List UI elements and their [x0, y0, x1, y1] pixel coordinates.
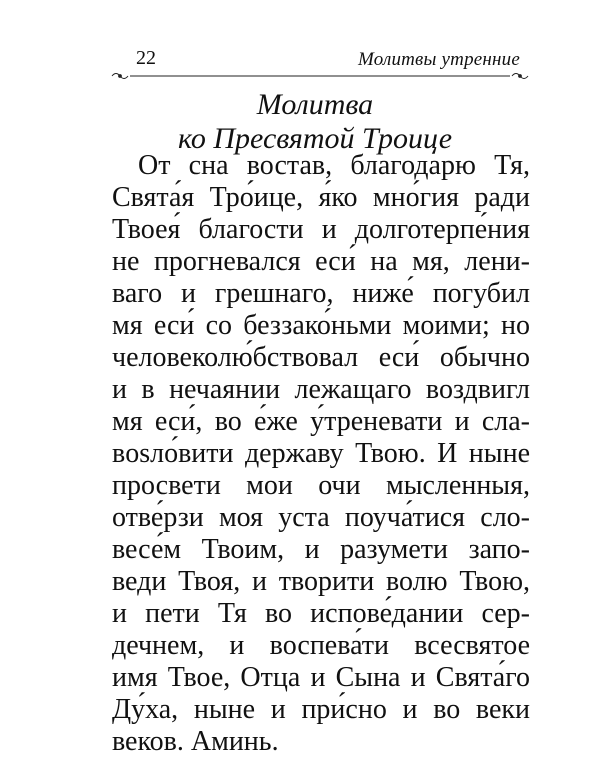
prayer-line: От сна востав, благодарю Тя, [138, 150, 530, 181]
prayer-line: просвети мои очи мысленныя, [112, 470, 530, 501]
prayer-line: имя Твое, Отца и Сына и Свята́го [112, 662, 530, 693]
prayer-line: дечнем, и воспева́ти всесвятое [112, 630, 530, 661]
left-flourish-icon [112, 74, 128, 79]
prayer-line: веди Твоя, и творити волю Твою, [112, 566, 530, 597]
running-header [110, 46, 530, 86]
prayer-line: и пети Тя во испове́дании сер- [112, 598, 530, 629]
prayer-line: веков. Аминь. [112, 726, 279, 757]
prayer-line: и в нечаянии лежащаго воздвигл [112, 374, 530, 405]
prayer-title-line-2: ко Пресвятой Троице [177, 122, 453, 155]
prayer-line: мя еси́ со беззако́ньми моими; но [112, 310, 530, 341]
page-number: 22 [136, 47, 156, 69]
prayer-line: мя еси́, во е́же у́треневати и сла- [112, 406, 530, 437]
right-flourish-icon [512, 74, 528, 79]
prayer-line: человеколю́бствовал еси́ обычно [112, 342, 530, 373]
prayer-line: отве́рзи моя уста поуча́тися сло- [112, 502, 530, 533]
prayer-title-line-1: Молитва [256, 88, 374, 121]
prayer-line: весе́м Твоим, и разумети запо- [112, 534, 530, 565]
running-title: Молитвы утренние [357, 49, 520, 70]
prayer-line: вosло́вити державу Твою. И ныне [112, 438, 530, 469]
header-ornament-rule [110, 70, 530, 82]
prayer-line: ваго и грешнаго, ниже́ погубил [112, 278, 530, 309]
prayer-title [100, 88, 530, 156]
prayer-line: Свята́я Тро́ице, я́ко мно́гия ради [112, 182, 530, 213]
prayer-line: Твоея́ благости и долготерпе́ния [112, 214, 530, 245]
prayer-line: не прогневался еси́ на мя, лени- [112, 246, 530, 277]
prayer-line: Ду́ха, ныне и при́сно и во веки [112, 694, 530, 725]
prayer-body-text [112, 150, 530, 758]
